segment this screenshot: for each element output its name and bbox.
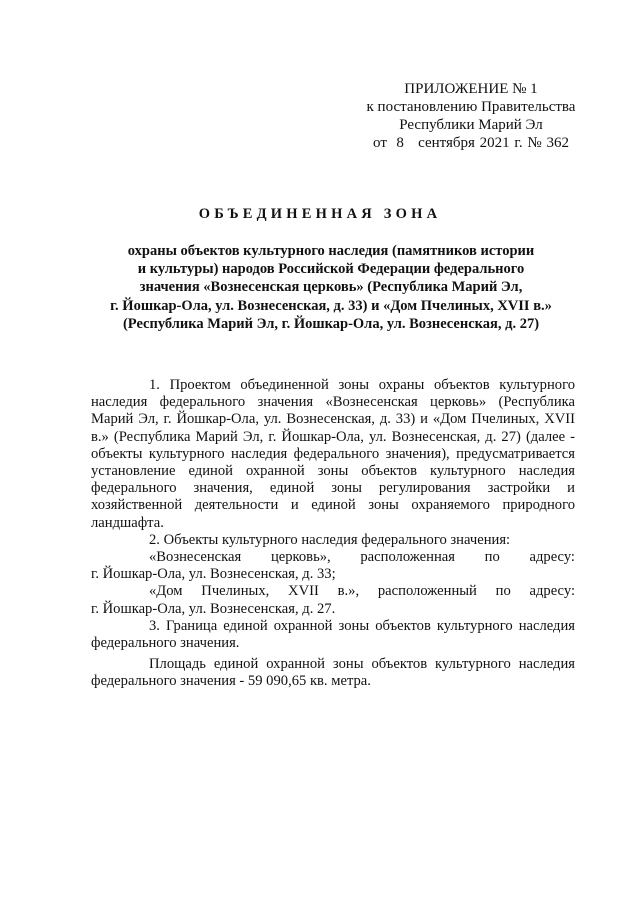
paragraph-1: 1. Проектом объединенной зоны охраны объектов культурного наследия федерального значения «Вознесенская церковь» (Республика Марий Эл, г. Йошкар-Ола, ул. Вознесенская, д. 33) и «Дом Пчелиных, XVII в.» (Республика Марий Эл, г. Йошкар-Ола, ул. Вознесенская, д. 27) (далее - объекты культурного наследия федерального значения), предусматривается установление единой охранной зоны объектов культурного наследия федерального значения, единой зоны регулирования застройки и хозяйственной деятельности и единой зоны охраняемого природного ландшафта. [91, 377, 575, 531]
paragraph-3-line-2: г. Йошкар-Ола, ул. Вознесенская, д. 33; [91, 566, 336, 583]
document-title: ОБЪЕДИНЕННАЯ ЗОНА [198, 206, 442, 222]
document-body [91, 377, 575, 691]
appendix-republic: Республики Марий Эл [399, 117, 543, 133]
paragraph-2: 2. Объекты культурного наследия федерального значения: [149, 531, 511, 548]
paragraph-4-line-1: «Дом Пчелиных, XVII в.», расположенный по адресу: [149, 583, 575, 600]
document-subtitle [96, 242, 566, 333]
paragraph-6: Площадь единой охранной зоны объектов культурного наследия федерального значения - 59 090,65 кв. метра. [91, 656, 575, 690]
subtitle-line: охраны объектов культурного наследия (памятников истории [127, 243, 535, 259]
appendix-resolution: к постановлению Правительства [366, 99, 576, 115]
subtitle-line: (Республика Марий Эл, г. Йошкар-Ола, ул. Вознесенская, д. 27) [122, 315, 540, 332]
subtitle-line: г. Йошкар-Ола, ул. Вознесенская, д. 33) и «Дом Пчелиных, XVII в.» [110, 297, 552, 314]
appendix-number: ПРИЛОЖЕНИЕ № 1 [404, 81, 538, 97]
paragraph-5: 3. Граница единой охранной зоны объектов культурного наследия федерального значения. [91, 617, 575, 652]
paragraph-4-line-2: г. Йошкар-Ола, ул. Вознесенская, д. 27. [91, 600, 336, 617]
subtitle-line: и культуры) народов Российской Федерации федерального [137, 261, 525, 278]
paragraph-3-line-1: «Вознесенская церковь», расположенная по адресу: [149, 549, 575, 566]
subtitle-line: значения «Вознесенская церковь» (Республика Марий Эл, [139, 279, 523, 296]
appendix-date: от 8 сентября 2021 г. № 362 [373, 135, 569, 151]
appendix-header [340, 80, 602, 152]
